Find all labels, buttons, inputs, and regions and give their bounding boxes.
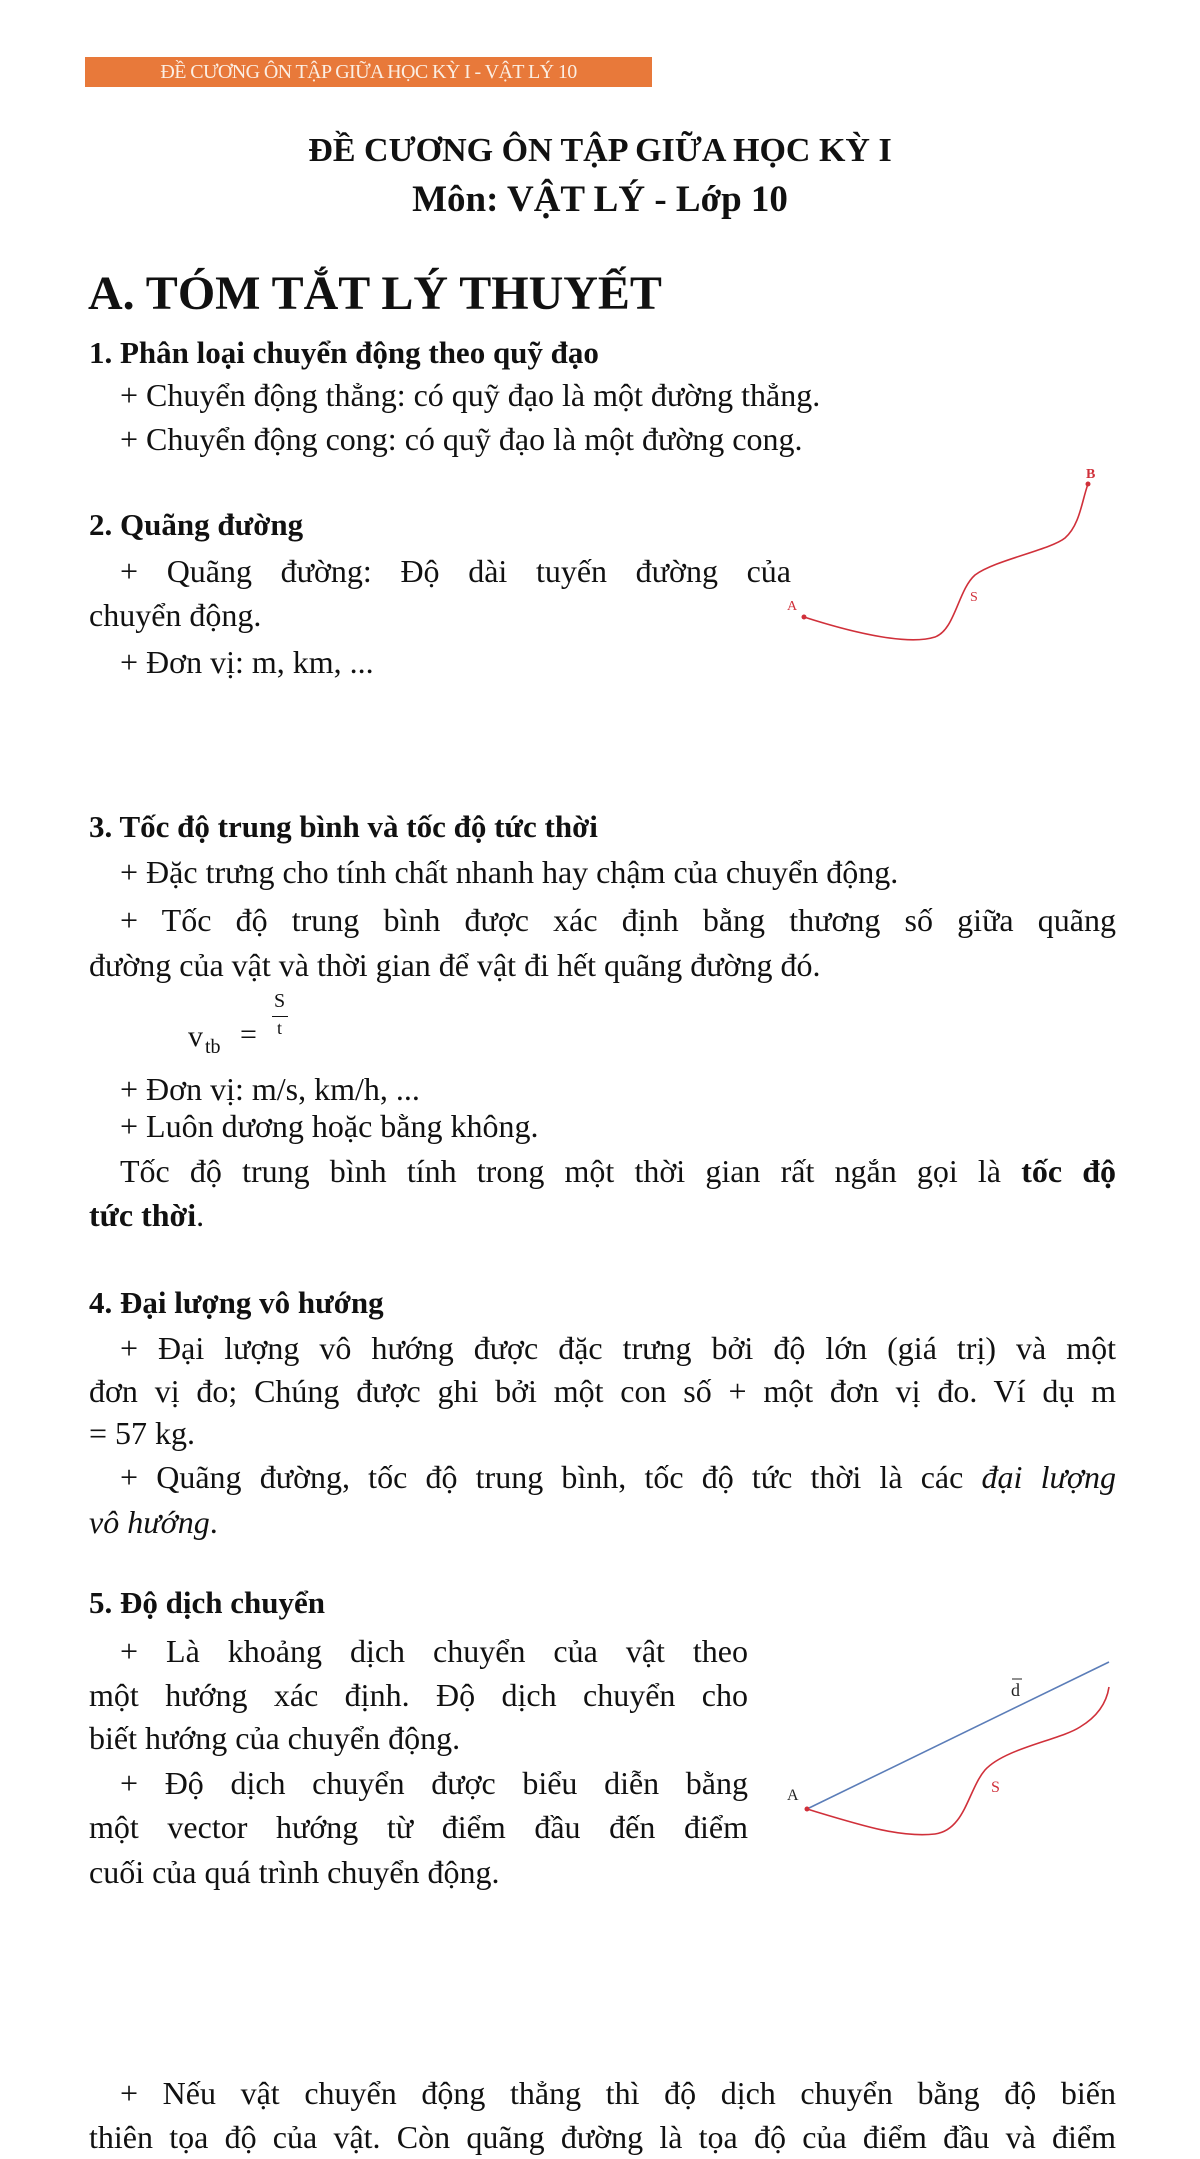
text-segment: + Chuyển động thẳng: có quỹ đạo là một đường thẳng. — [120, 377, 821, 413]
formula-denominator: t — [277, 1018, 283, 1038]
formula-numerator: S — [274, 990, 286, 1012]
text-segment: 2. Quãng đường — [89, 507, 304, 542]
text-segment: + Chuyển động cong: có quỹ đạo là một đường cong. — [120, 421, 803, 457]
text-segment: + Tốc độ trung bình được xác định bằng thương số giữa quãng — [120, 902, 1116, 938]
text-segment: 1. Phân loại chuyển động theo quỹ đạo — [89, 335, 599, 370]
text-segment: chuyển động. — [89, 597, 262, 633]
text-segment: + Đơn vị: m, km, ... — [120, 644, 374, 680]
text-segment: + Luôn dương hoặc bằng không. — [120, 1108, 539, 1144]
label-a: A — [787, 1787, 799, 1804]
text-segment: + Đơn vị: m/s, km/h, ... — [120, 1071, 420, 1107]
path-diagram — [787, 467, 1095, 640]
text-segment: + Là khoảng dịch chuyển của vật theo — [120, 1633, 748, 1669]
text-segment: + Độ dịch chuyển được biểu diễn bằng — [120, 1765, 748, 1801]
text-segment: + Nếu vật chuyển động thẳng thì độ dịch chuyển bằng độ biến — [120, 2075, 1116, 2111]
label-s: S — [991, 1779, 1000, 1796]
point-a — [805, 1807, 810, 1812]
formula-subscript: tb — [205, 1036, 221, 1058]
text-segment: đường của vật và thời gian để vật đi hết quãng đường đó. — [89, 947, 821, 983]
displacement-diagram — [787, 1662, 1109, 1835]
path-curve — [807, 1687, 1109, 1835]
label-s: S — [970, 590, 978, 605]
italic-term: đại lượng — [981, 1459, 1116, 1495]
text-segment: + Đặc trưng cho tính chất nhanh hay chậm của chuyển động. — [120, 854, 899, 890]
text-segment: cuối của quá trình chuyển động. — [89, 1854, 500, 1890]
text-segment: 4. Đại lượng vô hướng — [89, 1285, 384, 1320]
document-title: ĐỀ CƯƠNG ÔN TẬP GIỮA HỌC KỲ I — [308, 132, 892, 169]
text-segment: 5. Độ dịch chuyển — [89, 1585, 325, 1620]
text-segment: 3. Tốc độ trung bình và tốc độ tức thời — [89, 809, 598, 844]
label-a: A — [787, 599, 798, 614]
text-segment: + Quãng đường, tốc độ trung bình, tốc độ tức thời là các — [120, 1459, 982, 1495]
bold-term: tốc độ — [1021, 1153, 1116, 1189]
part-a-heading: A. TÓM TẮT LÝ THUYẾT — [88, 267, 662, 320]
path-curve — [804, 484, 1088, 640]
text-segment: + Quãng đường: Độ dài tuyến đường của — [120, 553, 791, 589]
displacement-vector — [807, 1662, 1109, 1809]
text-segment: + Đại lượng vô hướng được đặc trưng bởi độ lớn (giá trị) và một — [120, 1330, 1116, 1366]
text-segment: . — [209, 1504, 218, 1540]
header-bar: ĐỀ CƯƠNG ÔN TẬP GIỮA HỌC KỲ I - VẬT LÝ 10 — [85, 57, 652, 87]
text-segment: biết hướng của chuyển động. — [89, 1720, 461, 1756]
point-a — [802, 615, 807, 620]
text-segment: Tốc độ trung bình tính trong một thời gian rất ngắn gọi là — [120, 1153, 1022, 1189]
label-b: B — [1086, 467, 1096, 482]
bold-term: tức thời — [89, 1197, 197, 1233]
text-segment: một hướng xác định. Độ dịch chuyển cho — [89, 1677, 748, 1713]
formula-v: v — [188, 1020, 203, 1053]
italic-term: vô hướng — [89, 1504, 210, 1540]
label-d: d — [1011, 1680, 1020, 1700]
formula-equals: = — [240, 1018, 257, 1051]
text-segment: thiên tọa độ của vật. Còn quãng đường là tọa độ của điểm đầu và điểm — [89, 2119, 1116, 2155]
point-b — [1086, 482, 1091, 487]
document-subtitle: Môn: VẬT LÝ - Lớp 10 — [412, 179, 788, 220]
text-segment: đơn vị đo; Chúng được ghi bởi một con số + một đơn vị đo. Ví dụ m — [89, 1373, 1116, 1409]
text-segment: một vector hướng từ điểm đầu đến điểm — [89, 1809, 748, 1845]
text-segment: . — [196, 1197, 205, 1233]
text-segment: = 57 kg. — [89, 1415, 196, 1451]
